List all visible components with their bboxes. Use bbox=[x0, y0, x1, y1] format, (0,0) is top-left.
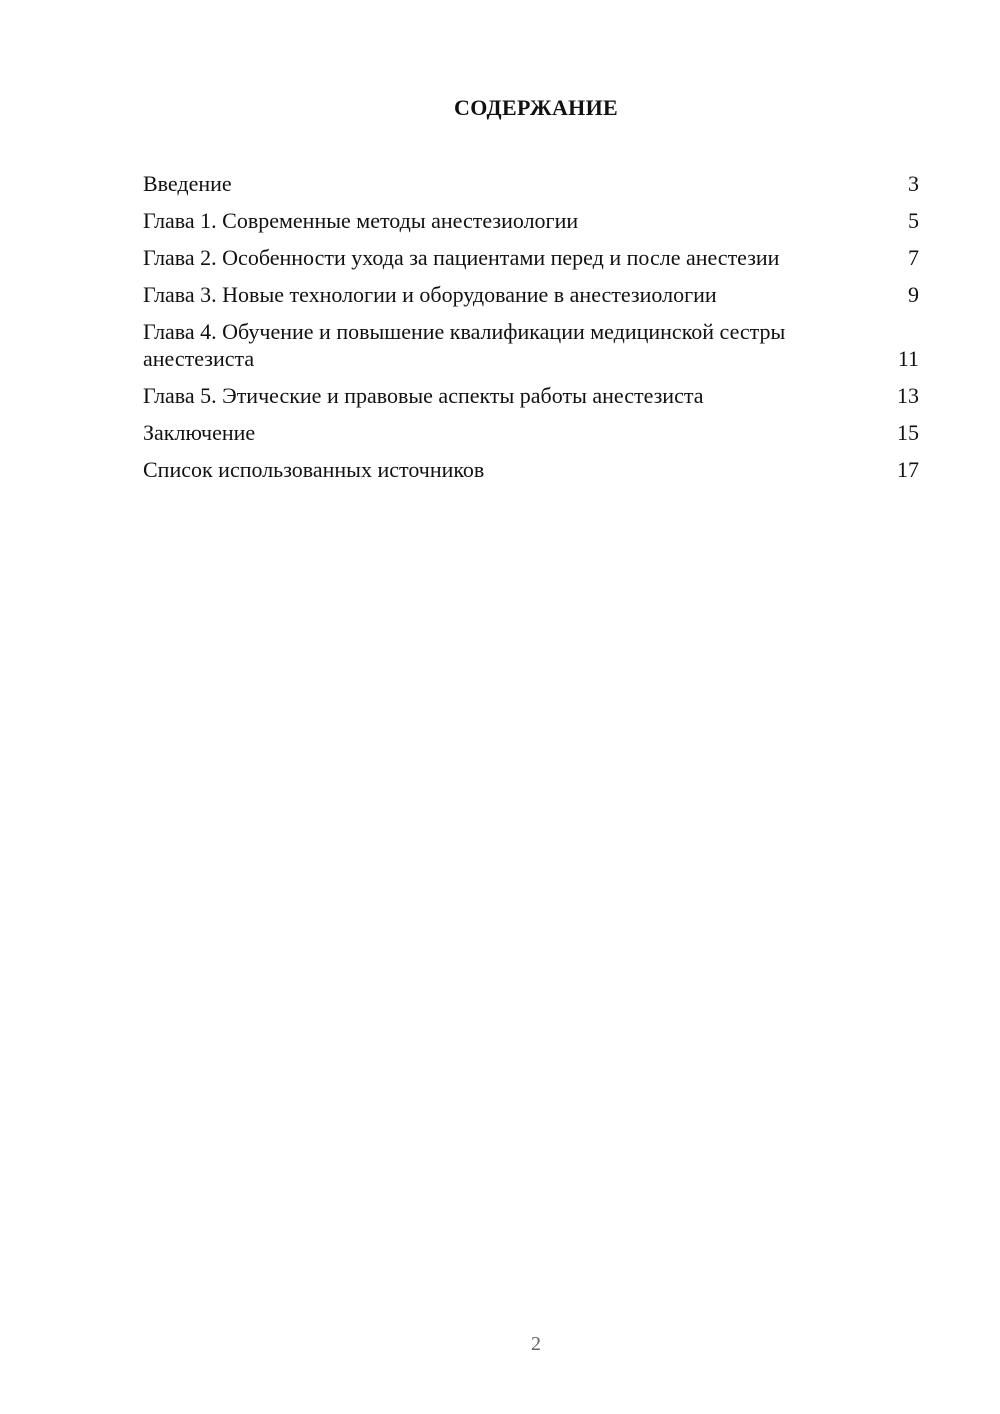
toc-item-page: 15 bbox=[897, 420, 919, 445]
toc-item-references[interactable] bbox=[143, 456, 919, 483]
toc-item-chapter-4[interactable] bbox=[143, 318, 919, 372]
toc-item-label: Список использованных источников bbox=[143, 457, 485, 482]
toc-item-introduction[interactable] bbox=[143, 170, 919, 197]
toc-item-chapter-5[interactable] bbox=[143, 382, 919, 409]
toc-item-page: 17 bbox=[897, 457, 919, 482]
toc-item-page: 3 bbox=[908, 171, 919, 196]
toc-item-label: Глава 2. Особенности ухода за пациентами перед и после анестезии bbox=[143, 245, 780, 270]
toc-item-label: Глава 3. Новые технологии и оборудование в анестезиологии bbox=[143, 282, 717, 307]
toc-item-label: Введение bbox=[143, 171, 232, 196]
toc-item-conclusion[interactable] bbox=[143, 419, 919, 446]
toc-item-label: Глава 1. Современные методы анестезиологии bbox=[143, 208, 579, 233]
toc-item-chapter-3[interactable] bbox=[143, 281, 919, 308]
toc-item-page: 11 bbox=[897, 346, 919, 371]
toc-item-page: 7 bbox=[908, 245, 919, 270]
toc-item-label: Глава 5. Этические и правовые аспекты работы анестезиста bbox=[143, 383, 704, 408]
page-number: 2 bbox=[531, 1333, 541, 1355]
toc-item-label: Глава 4. Обучение и повышение квалификации медицинской сестры анестезиста bbox=[143, 319, 786, 371]
toc-item-page: 5 bbox=[908, 208, 919, 233]
toc-item-chapter-2[interactable] bbox=[143, 244, 919, 271]
toc-item-chapter-1[interactable] bbox=[143, 207, 919, 234]
table-of-contents bbox=[143, 170, 919, 493]
toc-title: СОДЕРЖАНИЕ bbox=[454, 95, 618, 120]
toc-item-label: Заключение bbox=[143, 420, 256, 445]
toc-item-page: 13 bbox=[897, 383, 919, 408]
toc-item-page: 9 bbox=[908, 282, 919, 307]
